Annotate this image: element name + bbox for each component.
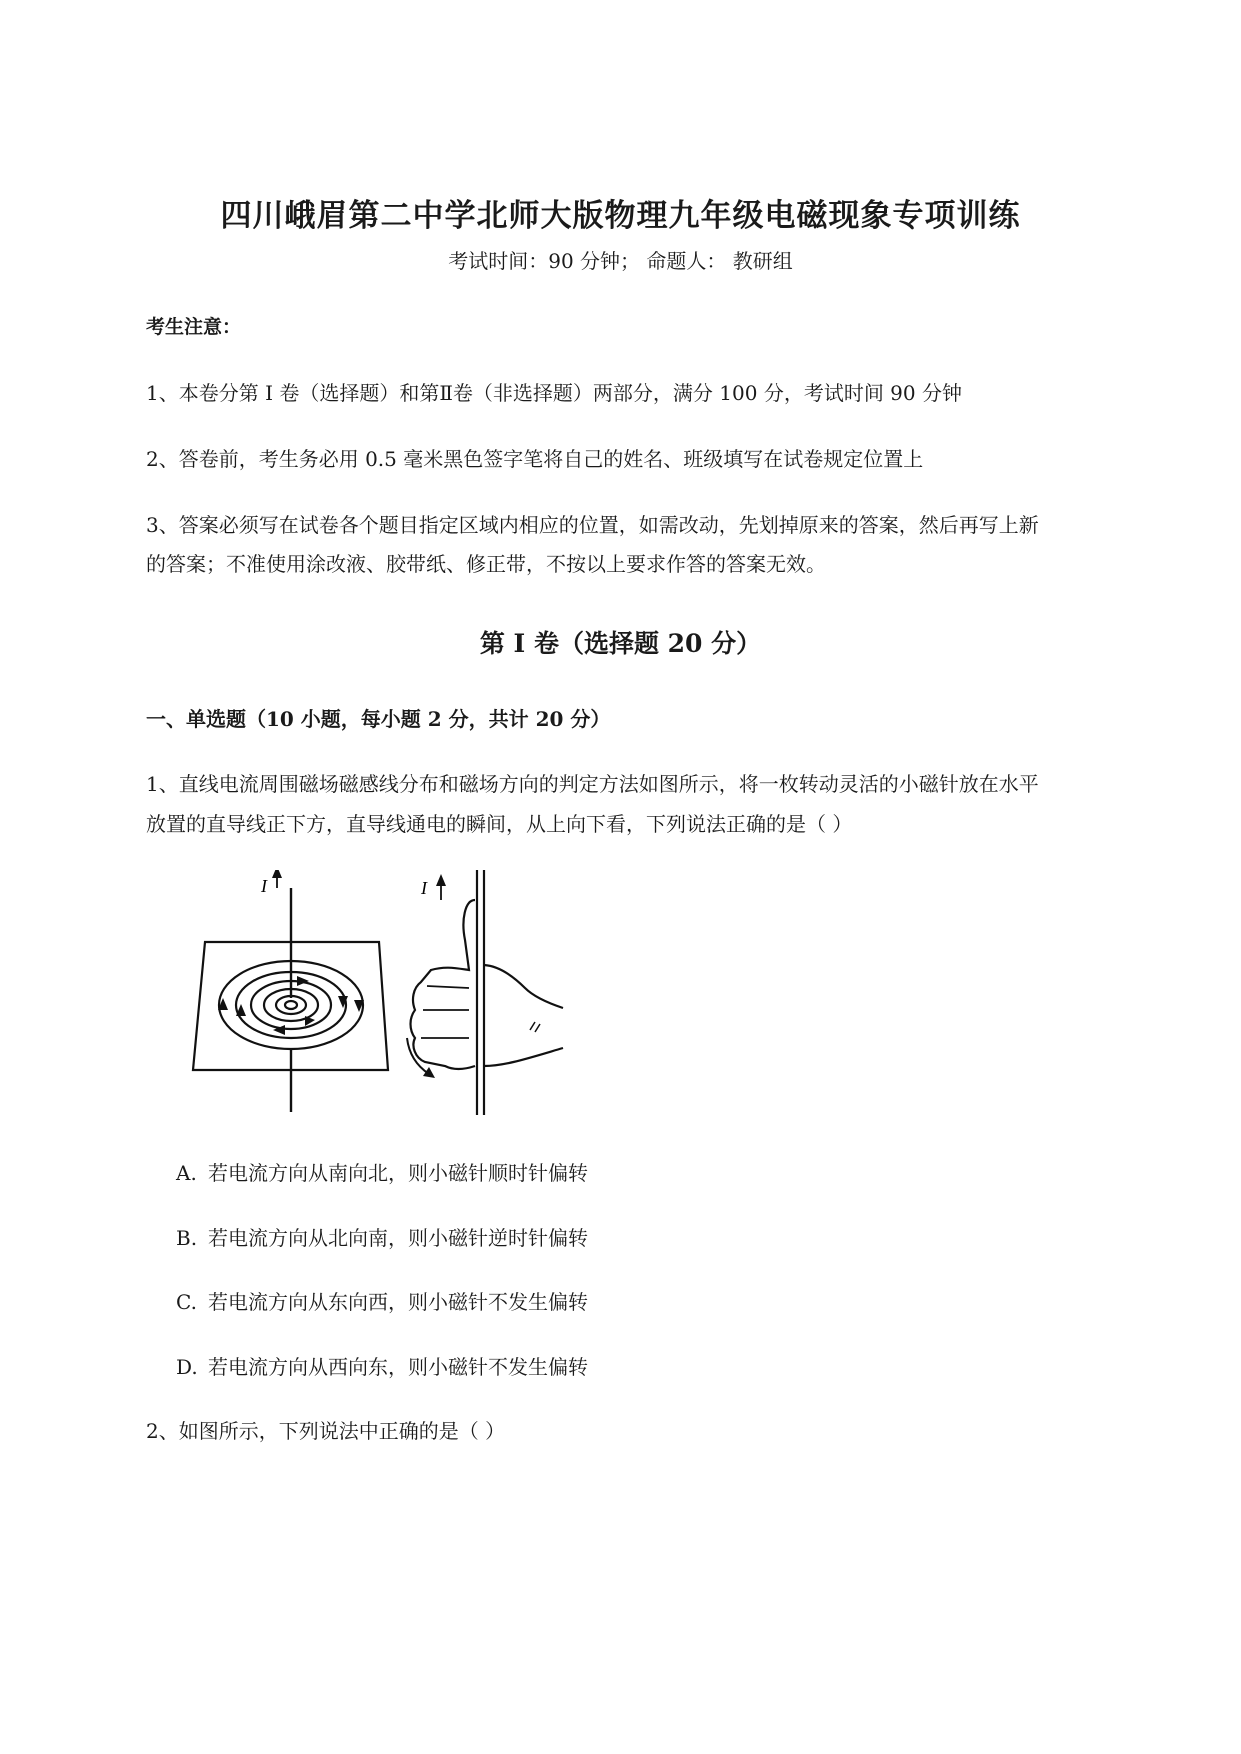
hand-fingers bbox=[411, 900, 476, 1069]
field-circle bbox=[276, 996, 306, 1014]
arrow-head-icon bbox=[297, 976, 309, 986]
notice-item-continued: 的答案；不准使用涂改液、胶带纸、修正带，不按以上要求作答的答案无效。 bbox=[146, 552, 826, 576]
option-d[interactable] bbox=[176, 1351, 588, 1380]
exam-info: 考试时间：90 分钟； 命题人： 教研组 bbox=[448, 249, 793, 273]
magnetic-field-diagram bbox=[183, 870, 645, 1120]
field-lines-diagram bbox=[193, 870, 388, 1112]
option-key: D. bbox=[176, 1355, 198, 1379]
option-key: B. bbox=[176, 1226, 198, 1250]
right-hand-rule-diagram bbox=[407, 870, 563, 1115]
finger-lines bbox=[421, 986, 469, 1038]
section-title: 第 I 卷（选择题 20 分） bbox=[479, 629, 762, 658]
notice-heading: 考生注意： bbox=[146, 316, 242, 338]
arrow-head-icon bbox=[423, 1067, 435, 1078]
arrow-head-icon bbox=[272, 870, 282, 878]
field-circle bbox=[285, 1001, 297, 1009]
part-title: 一、单选题（10 小题，每小题 2 分，共计 20 分） bbox=[146, 707, 611, 731]
question-1-stem: 1、直线电流周围磁场磁感线分布和磁场方向的判定方法如图所示，将一枚转动灵活的小磁针放在水平 bbox=[146, 772, 1039, 796]
option-key: A. bbox=[176, 1161, 197, 1185]
arrow-head-icon bbox=[436, 874, 446, 886]
option-a[interactable] bbox=[176, 1157, 588, 1186]
page-title: 四川峨眉第二中学北师大版物理九年级电磁现象专项训练 bbox=[220, 198, 1021, 234]
option-text: 若电流方向从东向西，则小磁针不发生偏转 bbox=[208, 1290, 588, 1314]
question-1-stem-continued: 放置的直导线正下方，直导线通电的瞬间，从上向下看，下列说法正确的是（ ） bbox=[146, 812, 853, 836]
notice-item: 3、答案必须写在试卷各个题目指定区域内相应的位置，如需改动，先划掉原来的答案，然后再写上新 bbox=[146, 513, 1039, 537]
option-text: 若电流方向从南向北，则小磁针顺时针偏转 bbox=[208, 1161, 588, 1185]
hand-wrist bbox=[484, 1048, 563, 1066]
notice-item: 2、答卷前，考生务必用 0.5 毫米黑色签字笔将自己的姓名、班级填写在试卷规定位置上 bbox=[146, 447, 924, 471]
notice-item: 1、本卷分第 I 卷（选择题）和第Ⅱ卷（非选择题）两部分，满分 100 分，考试时间 90 分钟 bbox=[146, 381, 962, 405]
option-text: 若电流方向从西向东，则小磁针不发生偏转 bbox=[208, 1355, 588, 1379]
current-label-right: I bbox=[421, 878, 427, 898]
question-2-stem: 2、如图所示，下列说法中正确的是（ ） bbox=[146, 1419, 506, 1443]
sleeve-mark bbox=[535, 1024, 540, 1032]
option-text: 若电流方向从北向南，则小磁针逆时针偏转 bbox=[208, 1226, 588, 1250]
option-b[interactable] bbox=[176, 1222, 588, 1251]
option-key: C. bbox=[176, 1290, 197, 1314]
hand-back bbox=[484, 965, 563, 1008]
magnetic-field-figure bbox=[183, 870, 645, 1120]
option-c[interactable] bbox=[176, 1286, 588, 1315]
current-label-left: I bbox=[261, 876, 267, 896]
sleeve-mark bbox=[530, 1022, 535, 1030]
